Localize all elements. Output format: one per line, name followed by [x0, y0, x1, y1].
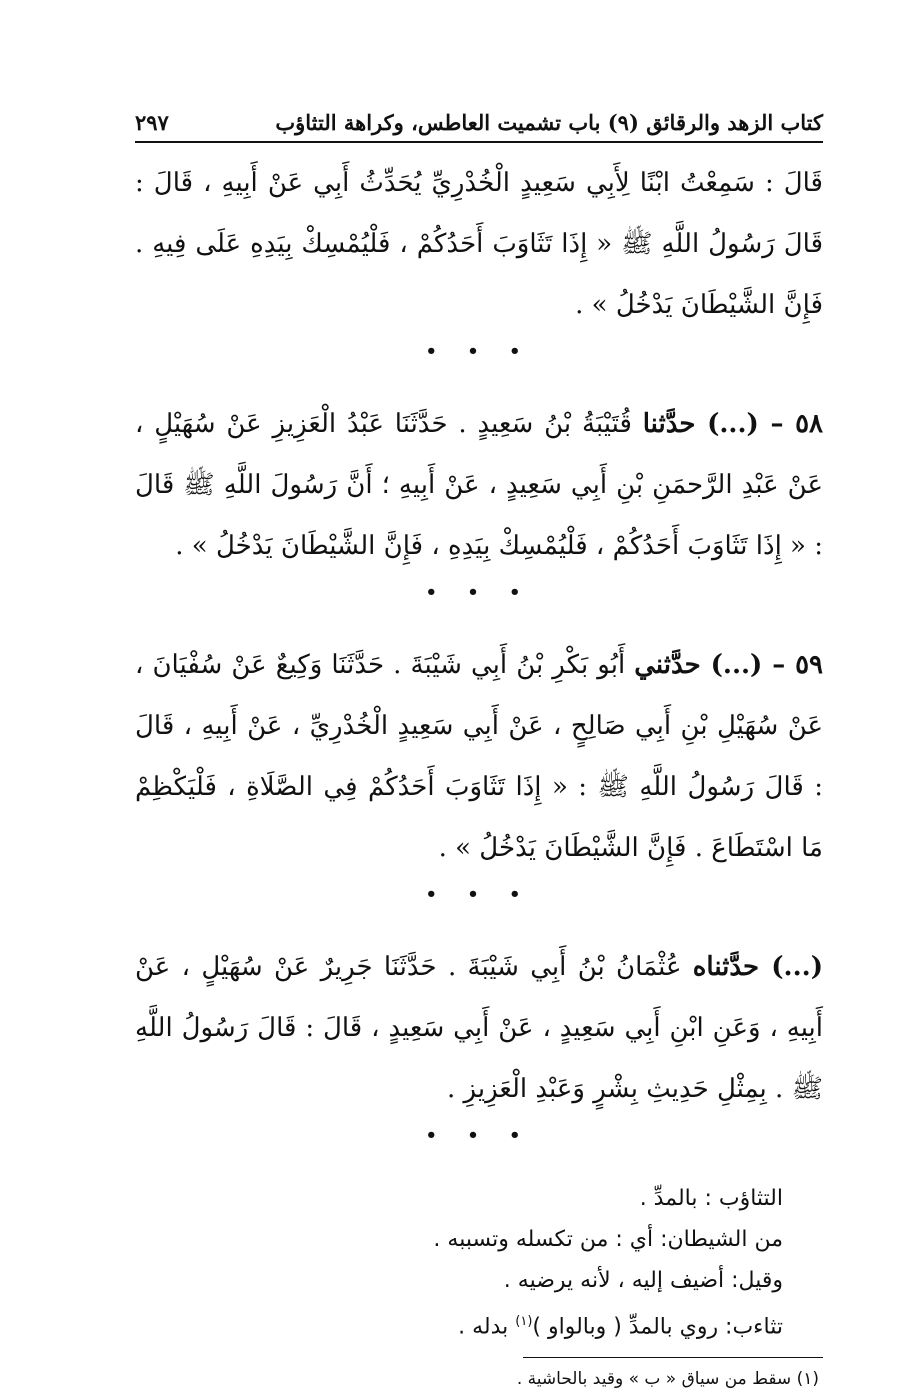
- section-separator: • • •: [425, 341, 533, 362]
- footnote-rule: [523, 1357, 823, 1358]
- hadith-59-variant: [135, 937, 823, 1120]
- hadith-text: أَبُو بَكْرِ بْنُ أَبِي شَيْبَةَ . حَدَّثَنَا وَكِيعٌ عَنْ سُفْيَانَ ، عَنْ سُهَيْلِ بْنِ أَبِي صَالِحٍ ، عَنْ أَبِي سَعِيدٍ الْخُدْرِيِّ ، عَنْ أَبِيهِ ، قَالَ : قَالَ رَسُولُ اللَّهِ ﷺ : « إِذَا تَثَاوَبَ أَحَدُكُمْ فِي الصَّلَاةِ ، فَلْيَكْظِمْ مَا اسْتَطَاعَ . فَإِنَّ الشَّيْطَانَ يَدْخُلُ » .: [135, 650, 823, 863]
- glossary: [135, 1178, 823, 1347]
- hadith-lead: ٥٨ – (...) حدَّثنا: [642, 409, 824, 439]
- footnote: (١) سقط من سياق « ب » وقيد بالحاشية .: [516, 1369, 819, 1390]
- hadith-59: [135, 635, 823, 879]
- section-separator: • • •: [425, 1125, 533, 1146]
- hadith-text: قَالَ : سَمِعْتُ ابْنًا لِأَبِي سَعِيدٍ الْخُدْرِيِّ يُحَدِّثُ أَبِي عَنْ أَبِيهِ ، قَالَ : قَالَ رَسُولُ اللَّهِ ﷺ « إِذَا تَثَاوَبَ أَحَدُكُمْ ، فَلْيُمْسِكْ بِيَدِهِ عَلَى فِيهِ . فَإِنَّ الشَّيْطَانَ يَدْخُلُ » .: [135, 168, 823, 320]
- hadith-58: [135, 394, 823, 577]
- running-header: [135, 110, 823, 143]
- gloss-tail: بدله .: [458, 1314, 516, 1340]
- hadith-lead: ٥٩ – (...) حدَّثني: [634, 650, 824, 680]
- section-separator: • • •: [425, 582, 533, 603]
- section-separator: • • •: [425, 884, 533, 905]
- gloss-line: وقيل: أضيف إليه ، لأنه يرضيه .: [503, 1268, 783, 1293]
- gloss-line: التثاؤب : بالمدِّ .: [639, 1186, 783, 1211]
- page: [135, 110, 823, 1392]
- hadith-text: قُتَيْبَةُ بْنُ سَعِيدٍ . حَدَّثَنَا عَبْدُ الْعَزِيزِ عَنْ سُهَيْلٍ ، عَنْ عَبْدِ الرَّحمَنِ بْنِ أَبِي سَعِيدٍ ، عَنْ أَبِيهِ ؛ أَنَّ رَسُولَ اللَّهِ ﷺ قَالَ : « إِذَا تَثَاوَبَ أَحَدُكُمْ ، فَلْيُمْسِكْ بِيَدِهِ ، فَإِنَّ الشَّيْطَانَ يَدْخُلُ » .: [135, 409, 823, 561]
- gloss-line: [135, 1301, 783, 1347]
- gloss-text: تثاءب: روي بالمدِّ ( وبالواو ): [532, 1314, 783, 1340]
- footnote-marker: (١): [515, 1314, 533, 1329]
- hadith-lead: (...) حدَّثناه: [692, 952, 823, 982]
- gloss-line: من الشيطان: أي : من تكسله وتسببه .: [433, 1227, 783, 1252]
- hadith-text: عُثْمَانُ بْنُ أَبِي شَيْبَةَ . حَدَّثَنَا جَرِيرٌ عَنْ سُهَيْلٍ ، عَنْ أَبِيهِ ، وَعَنِ ابْنِ أَبِي سَعِيدٍ ، عَنْ أَبِي سَعِيدٍ ، قَالَ : قَالَ رَسُولُ اللَّهِ ﷺ . بِمِثْلِ حَدِيثِ بِشْرٍ وَعَبْدِ الْعَزِيزِ .: [135, 952, 823, 1104]
- page-number: ٢٩٧: [135, 110, 169, 135]
- header-title: كتاب الزهد والرقائق (٩) باب تشميت العاطس، وكراهة التثاؤب: [275, 110, 823, 135]
- hadith-continuation: [135, 153, 823, 336]
